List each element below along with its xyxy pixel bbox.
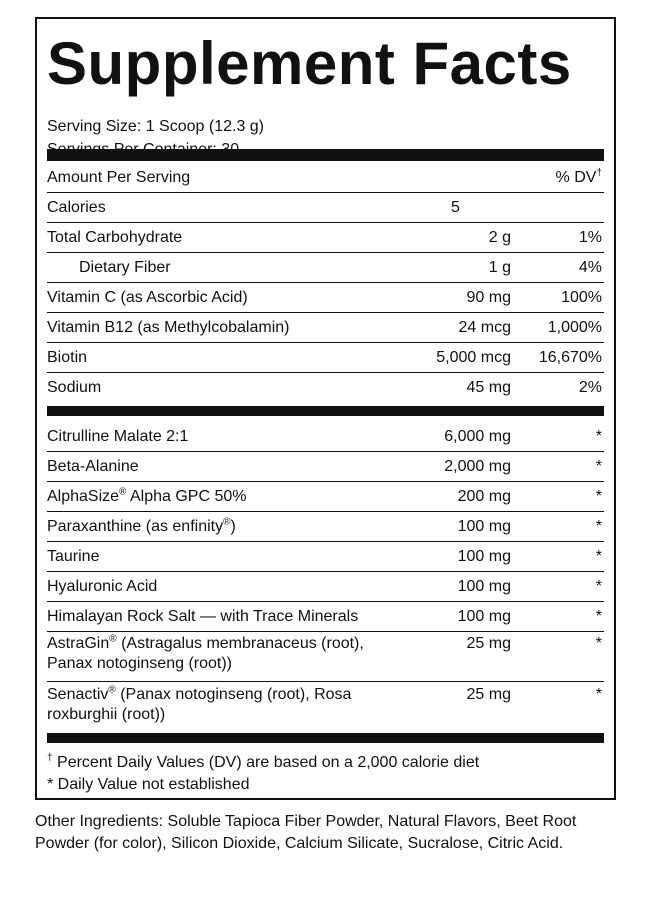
thick-divider xyxy=(47,149,604,161)
nutrient-row: Calories 5 xyxy=(47,192,604,223)
amount-header-row xyxy=(47,162,604,193)
supplement-facts-panel xyxy=(35,17,616,800)
ingredient-row: Citrulline Malate 2:1 6,000 mg * xyxy=(47,421,604,452)
asterisk-footnote: * Daily Value not established xyxy=(47,776,250,793)
nutrient-row: Total Carbohydrate 2 g 1% xyxy=(47,222,604,253)
ingredient-row: Senactiv® (Panax notoginseng (root), Rosa roxburghii (root)) 25 mg * xyxy=(47,684,602,723)
ingredient-row: AstraGin® (Astragalus membranaceus (root), Panax notoginseng (root)) 25 mg * xyxy=(47,631,604,682)
nutrient-row: Dietary Fiber 1 g 4% xyxy=(47,252,604,283)
nutrient-row: Sodium 45 mg 2% xyxy=(47,379,602,396)
thick-divider xyxy=(47,406,604,416)
ingredient-row: Himalayan Rock Salt — with Trace Minerals 100 mg * xyxy=(47,601,604,632)
amount-per-serving-label: Amount Per Serving xyxy=(47,169,191,186)
serving-size: Serving Size: 1 Scoop (12.3 g) xyxy=(47,118,265,135)
ingredient-row: Paraxanthine (as enfinity®) 100 mg * xyxy=(47,511,604,542)
ingredient-row: AlphaSize® Alpha GPC 50% 200 mg * xyxy=(47,481,604,512)
panel-title: Supplement Facts xyxy=(47,30,572,97)
dv-header: % DV† xyxy=(555,167,602,186)
nutrient-row: Vitamin C (as Ascorbic Acid) 90 mg 100% xyxy=(47,282,604,313)
ingredient-row: Hyaluronic Acid 100 mg * xyxy=(47,571,604,602)
nutrient-row: Biotin 5,000 mcg 16,670% xyxy=(47,342,604,373)
dagger-footnote: † Percent Daily Values (DV) are based on a 2,000 calorie diet xyxy=(47,752,480,771)
thick-divider xyxy=(47,733,604,743)
ingredient-row: Taurine 100 mg * xyxy=(47,541,604,572)
nutrient-row: Vitamin B12 (as Methylcobalamin) 24 mcg 1,000% xyxy=(47,312,604,343)
other-ingredients: Other Ingredients: Soluble Tapioca Fiber Powder, Natural Flavors, Beet Root Powder (for color), Silicon Dioxide, Calcium Silicate, Sucralose, Citric Acid. xyxy=(35,813,577,852)
ingredient-row: Beta-Alanine 2,000 mg * xyxy=(47,451,604,482)
